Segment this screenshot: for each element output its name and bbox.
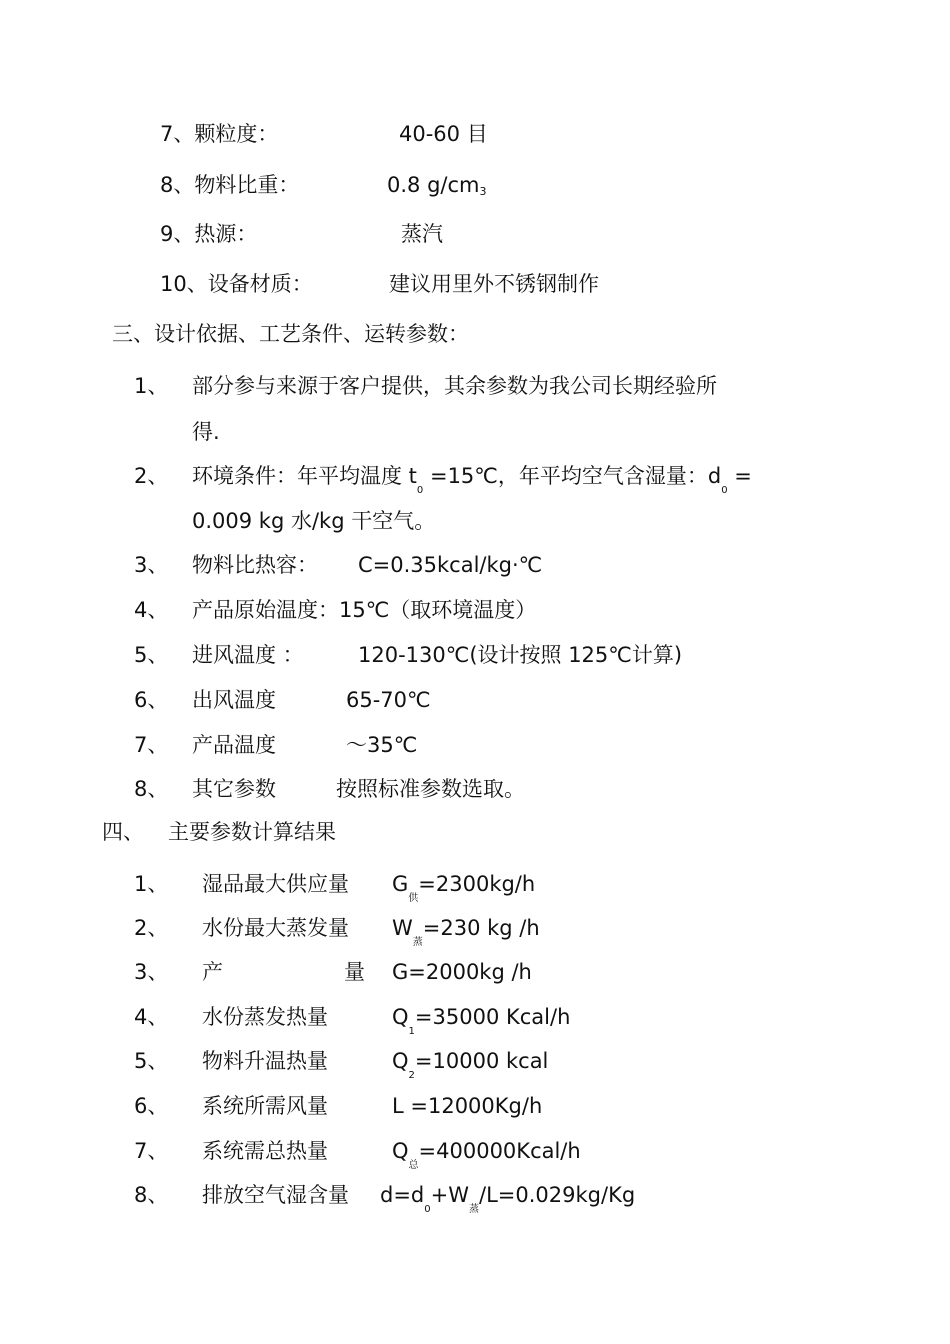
symbol: d=d (380, 1183, 425, 1207)
item-label: 其它参数 (192, 777, 276, 801)
text: = (727, 464, 752, 488)
spec-label: 7、颗粒度： (160, 122, 279, 146)
item-value: C=0.35kcal/kg·℃ (358, 553, 543, 577)
item-number: 8、 (134, 1183, 169, 1207)
item-label: 系统需总热量 (202, 1139, 328, 1163)
item-label: 水份最大蒸发量 (202, 916, 349, 940)
item-value: 120-130℃(设计按照 125℃计算) (358, 643, 683, 667)
item-label: 水份蒸发热量 (202, 1005, 328, 1029)
spec-label: 8、物料比重： (160, 173, 300, 197)
item-label: 产品原始温度：15℃（取环境温度） (192, 598, 537, 622)
item-label: 出风温度 (192, 688, 276, 712)
item-number: 2、 (134, 464, 169, 488)
spec-value: 建议用里外不锈钢制作 (389, 272, 599, 296)
item-formula (392, 1003, 570, 1036)
subscript: 总 (408, 1160, 419, 1171)
item-number: 5、 (134, 643, 169, 667)
item-text (192, 462, 752, 495)
item-number: 4、 (134, 1005, 169, 1029)
symbol: G (392, 872, 409, 896)
spec-value (387, 171, 486, 203)
superscript: 3 (479, 185, 487, 198)
item-number: 6、 (134, 688, 169, 712)
item-label: 量 (344, 960, 365, 984)
symbol: Q (392, 1005, 409, 1029)
item-number: 1、 (134, 872, 169, 896)
item-label: 系统所需风量 (202, 1094, 328, 1118)
value: =400000Kcal/h (418, 1139, 581, 1163)
spec-label: 10、设备材质： (160, 272, 313, 296)
symbol: Q (392, 1049, 409, 1073)
item-value: 按照标准参数选取。 (336, 777, 525, 801)
item-number: 2、 (134, 916, 169, 940)
item-label: 进风温度 ： (192, 643, 304, 667)
value: =230 kg /h (422, 916, 540, 940)
item-formula: L =12000Kg/h (392, 1094, 543, 1118)
item-label: 物料升温热量 (202, 1049, 328, 1073)
item-label: 排放空气湿含量 (202, 1183, 349, 1207)
value: /L=0.029kg/Kg (479, 1183, 636, 1207)
subscript: 0 (721, 485, 728, 496)
item-number: 5、 (134, 1049, 169, 1073)
subscript: 0 (416, 485, 424, 496)
subscript: 0 (424, 1204, 431, 1215)
symbol: Q (392, 1139, 409, 1163)
item-formula (380, 1181, 635, 1214)
subscript: 2 (408, 1070, 415, 1081)
item-text-continued: 得. (192, 420, 220, 444)
text: =15℃，年平均空气含湿量：d (423, 464, 722, 488)
item-number: 1、 (134, 374, 169, 398)
value: +W (430, 1183, 470, 1207)
item-number: 7、 (134, 733, 169, 757)
item-label: 产 (202, 960, 223, 984)
item-number: 3、 (134, 960, 169, 984)
spec-value-text: 0.8 g/cm (387, 173, 480, 197)
item-label: 湿品最大供应量 (202, 872, 349, 896)
subscript: 供 (408, 893, 419, 904)
subscript: 蒸 (469, 1204, 480, 1215)
value: =2300kg/h (418, 872, 536, 896)
section-heading: 三、设计依据、工艺条件、运转参数： (112, 322, 469, 346)
item-formula (392, 1047, 548, 1080)
item-number: 8、 (134, 777, 169, 801)
spec-value: 蒸汽 (401, 222, 443, 246)
text: 环境条件：年平均温度 t (192, 464, 417, 488)
item-label: 产品温度 (192, 733, 276, 757)
item-number: 3、 (134, 553, 169, 577)
item-number: 7、 (134, 1139, 169, 1163)
value: =10000 kcal (414, 1049, 549, 1073)
item-number: 6、 (134, 1094, 169, 1118)
item-value: ～35℃ (346, 733, 418, 757)
item-text-continued: 0.009 kg 水/kg 干空气。 (192, 509, 436, 533)
item-value: 65-70℃ (346, 688, 431, 712)
symbol: W (392, 916, 413, 940)
value: =35000 Kcal/h (414, 1005, 571, 1029)
subscript: 蒸 (412, 937, 423, 948)
item-formula: G=2000kg /h (392, 960, 532, 984)
item-formula (392, 1137, 581, 1170)
spec-value: 40-60 目 (399, 122, 488, 146)
item-formula (392, 870, 535, 903)
item-number: 4、 (134, 598, 169, 622)
item-text: 部分参与来源于客户提供，其余参数为我公司长期经验所 (192, 374, 717, 398)
spec-label: 9、热源： (160, 222, 258, 246)
item-formula (392, 914, 540, 947)
subscript: 1 (408, 1026, 415, 1037)
item-label: 物料比热容： (192, 553, 318, 577)
section-number: 四、 (102, 820, 144, 844)
section-heading: 主要参数计算结果 (168, 820, 336, 844)
